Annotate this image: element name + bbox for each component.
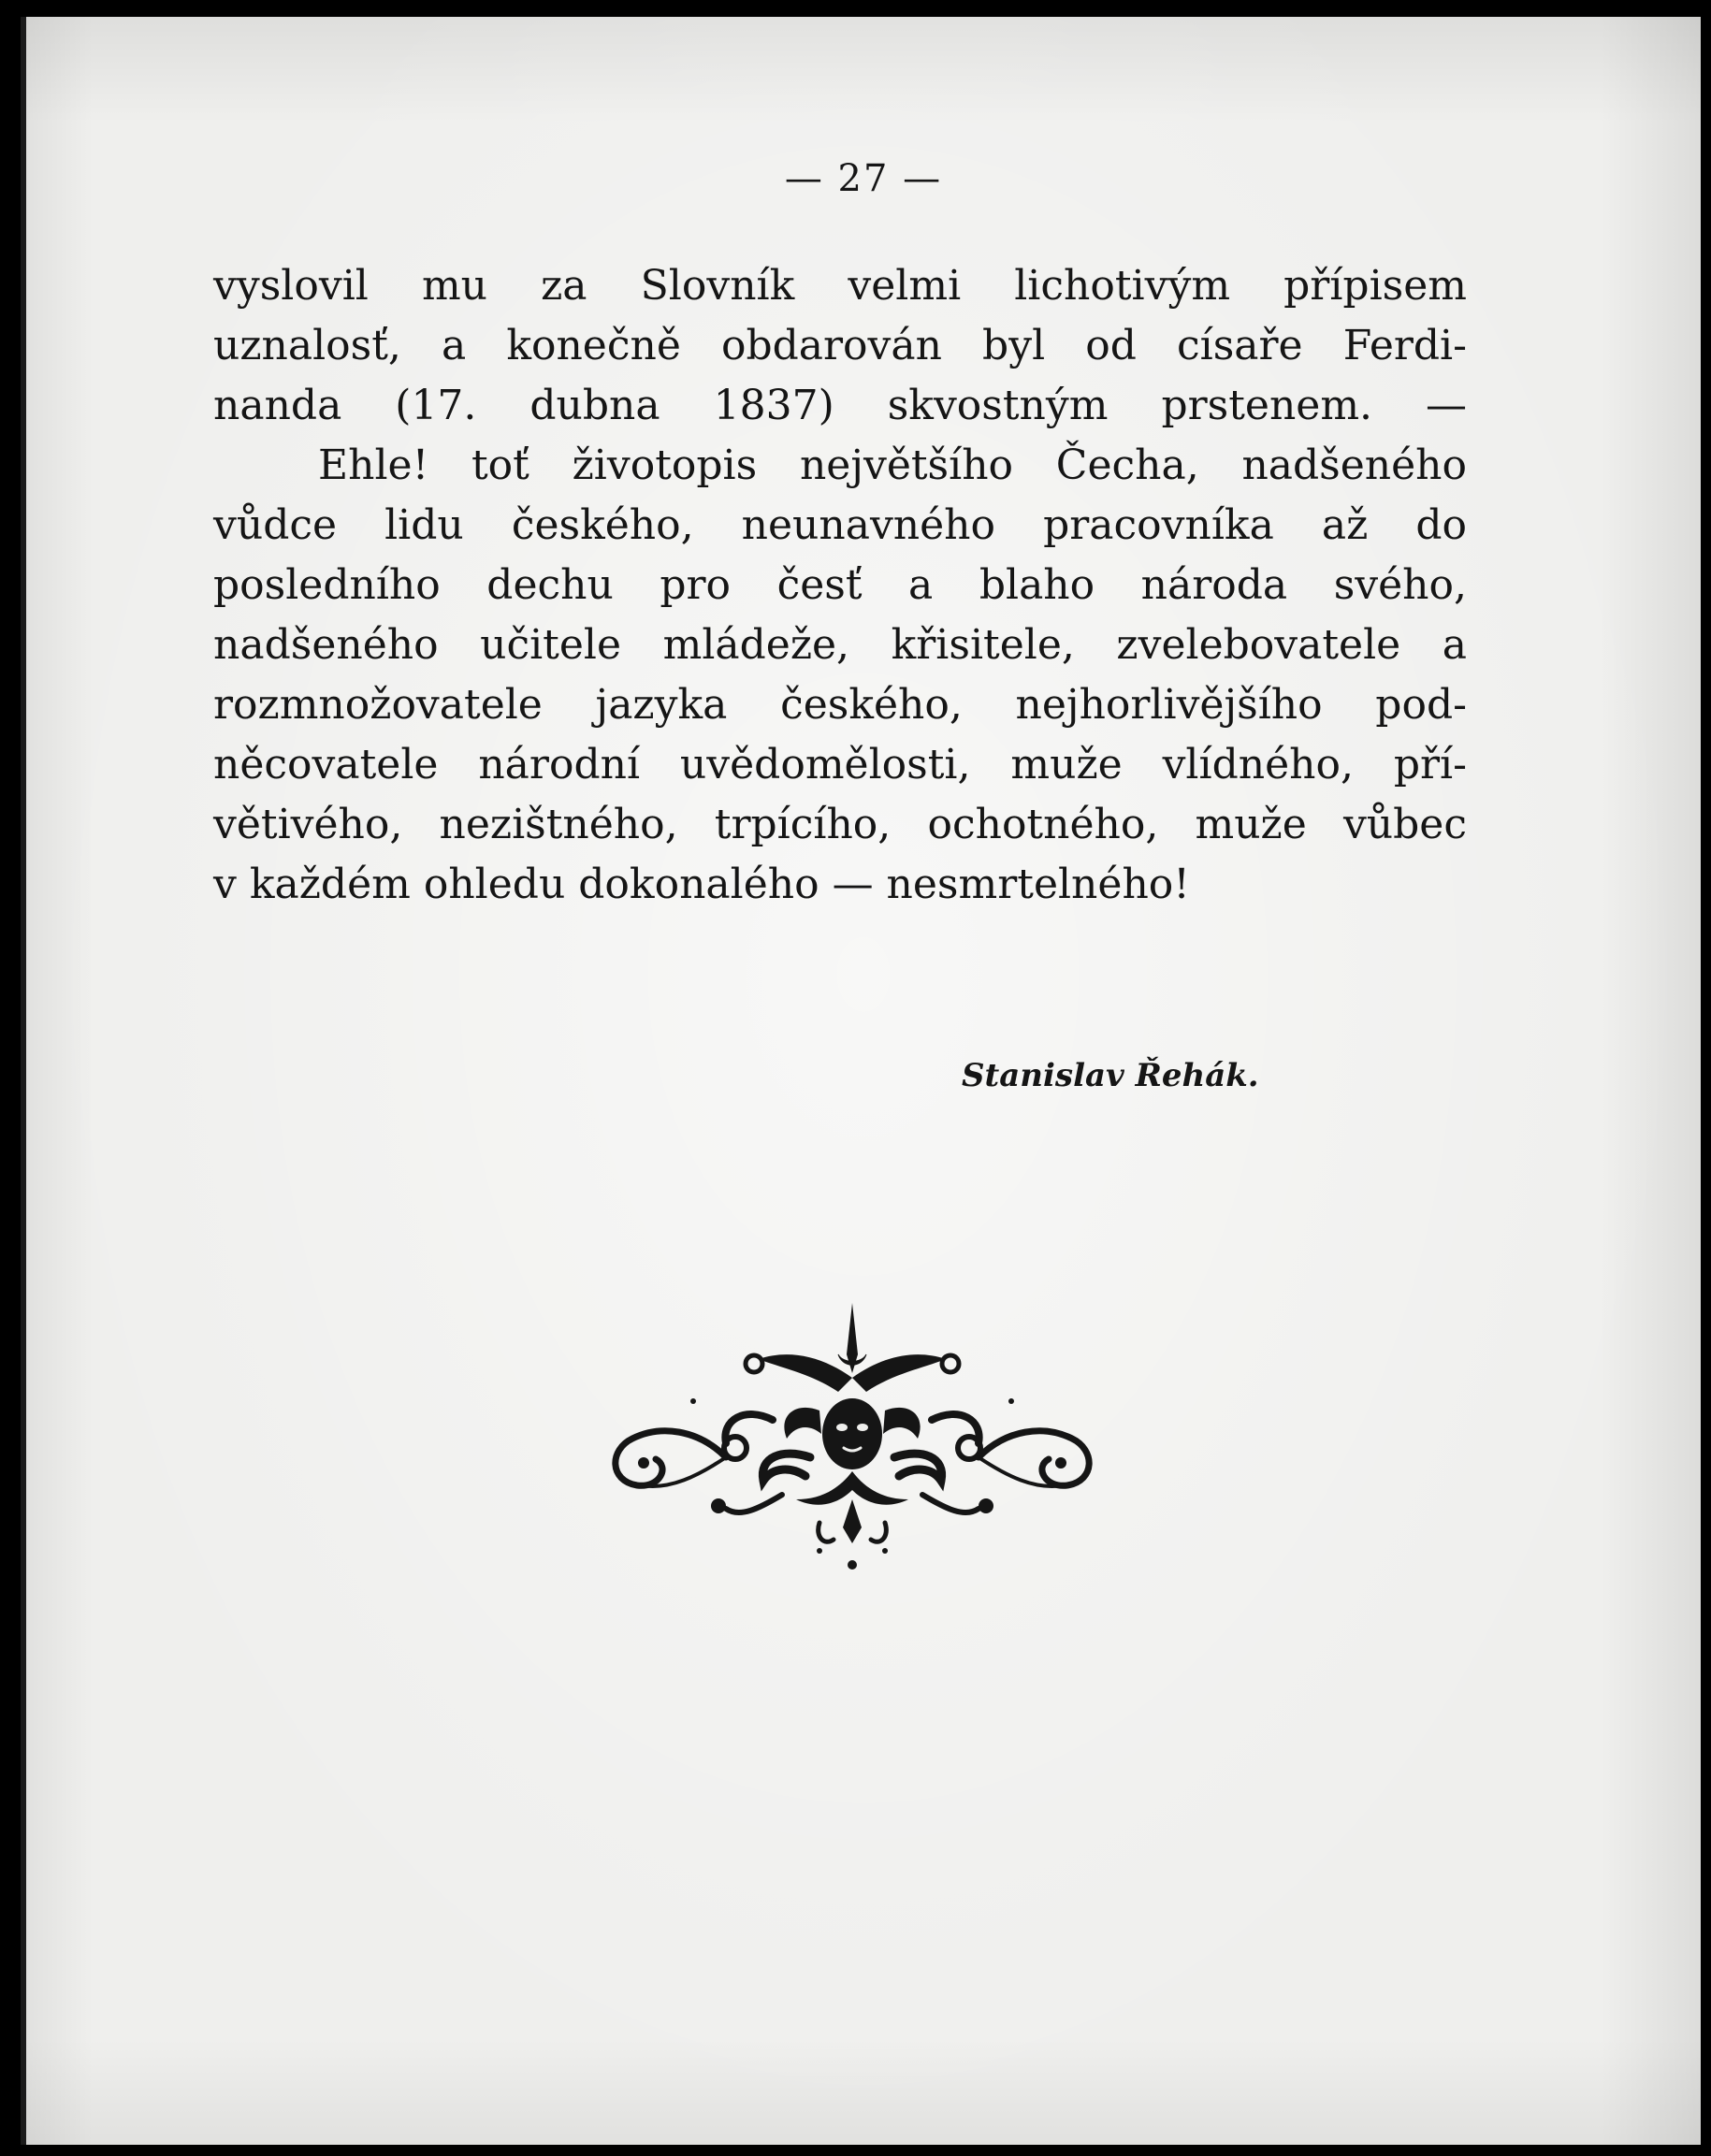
text-line: rozmnožovatele jazyka českého, nejhorlivějšího pod- [213, 681, 1467, 729]
body-text [213, 256, 1467, 915]
text-line: něcovatele národní uvědomělosti, muže vlídného, pří- [213, 741, 1467, 789]
text-line: vůdce lidu českého, neunavného pracovníka až do [213, 501, 1467, 549]
text-line: nadšeného učitele mládeže, křisitele, zvelebovatele a [213, 621, 1467, 669]
text-line: nanda (17. dubna 1837) skvostným prstenem. — [213, 382, 1467, 429]
text-line: vyslovil mu za Slovník velmi lichotivým přípisem [213, 262, 1467, 310]
author-signature: Stanislav Řehák. [962, 1057, 1259, 1094]
floral-vignette-ornament-icon [586, 1298, 1119, 1579]
page-number: — 27 — [784, 157, 943, 200]
text-line: uznalosť, a konečně obdarován byl od císaře Ferdi- [213, 322, 1467, 369]
text-line: posledního dechu pro česť a blaho národa svého, [213, 561, 1467, 609]
text-line: Ehle! toť životopis největšího Čecha, nadšeného [318, 441, 1467, 489]
text-line: větivého, nezištného, trpícího, ochotného, muže vůbec [213, 801, 1467, 848]
text-line: v každém ohledu dokonalého — nesmrtelného! [213, 861, 1190, 908]
book-page [21, 17, 1701, 2145]
